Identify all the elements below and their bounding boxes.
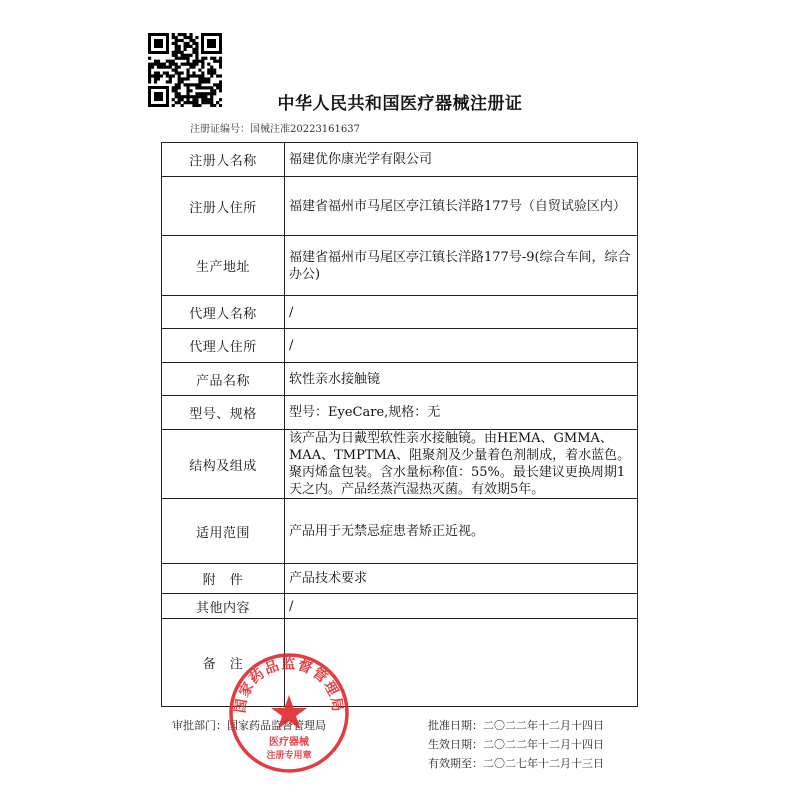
row-label: 型号、规格 — [162, 396, 285, 430]
row-value: 软性亲水接触镜 — [285, 363, 638, 396]
qr-module — [189, 39, 192, 42]
qr-module — [175, 54, 178, 57]
qr-module — [186, 71, 189, 74]
qr-module — [210, 69, 213, 72]
qr-module — [198, 74, 201, 77]
qr-module — [189, 74, 192, 77]
qr-module — [181, 39, 184, 42]
qr-module — [198, 80, 201, 83]
qr-module — [192, 48, 195, 51]
qr-module — [154, 80, 157, 83]
qr-module — [160, 66, 163, 69]
table-row — [162, 594, 638, 619]
qr-module — [178, 51, 181, 54]
qr-module — [178, 83, 181, 86]
qr-module — [184, 36, 187, 39]
table-row — [162, 499, 638, 564]
qr-module — [192, 39, 195, 42]
qr-module — [198, 77, 201, 80]
seal-inner-text-1: 医疗器械 — [269, 737, 309, 748]
qr-module — [172, 74, 175, 77]
qr-module — [175, 63, 178, 66]
qr-module — [219, 63, 222, 66]
qr-module — [175, 66, 178, 69]
seal-outer-text: 国家药品监督管理局 — [232, 656, 346, 715]
expiry-date: 有效期至：二〇二七年十二月十三日 — [428, 757, 604, 770]
row-value: 该产品为日戴型软性亲水接触镜。由HEMA、GMMA、MAA、TMPTMA、阻聚剂及少量着色剂制成，着水蓝色。聚丙烯盒包装。含水量标称值：55%。最长建议更换周期1天之内。产品经蒸汽湿热灭菌。有效期5年。 — [285, 430, 638, 499]
qr-module — [195, 60, 198, 63]
qr-module — [201, 80, 204, 83]
row-label: 附 件 — [162, 564, 285, 594]
qr-module — [198, 60, 201, 63]
table-row — [162, 363, 638, 396]
qr-module — [184, 63, 187, 66]
qr-module — [166, 66, 169, 69]
qr-module — [186, 69, 189, 72]
qr-module — [189, 63, 192, 66]
qr-module — [175, 42, 178, 45]
qr-module — [181, 63, 184, 66]
document-title: 中华人民共和国医疗器械注册证 — [277, 94, 523, 114]
qr-module — [184, 42, 187, 45]
qr-module — [178, 39, 181, 42]
qr-module — [157, 74, 160, 77]
seal-inner-text-2: 注册专用章 — [266, 751, 312, 761]
qr-module — [175, 57, 178, 60]
qr-module — [178, 77, 181, 80]
qr-module — [213, 71, 216, 74]
qr-module — [178, 33, 181, 36]
row-value: / — [285, 296, 638, 329]
qr-module — [201, 57, 204, 60]
qr-module — [166, 60, 169, 63]
qr-module — [204, 77, 207, 80]
qr-module — [169, 80, 172, 83]
qr-module — [160, 74, 163, 77]
qr-module — [178, 45, 181, 48]
qr-module — [204, 57, 207, 60]
effective-date: 生效日期：二〇二二年十二月十四日 — [428, 738, 604, 751]
qr-module — [192, 63, 195, 66]
qr-module — [195, 63, 198, 66]
qr-module — [148, 69, 151, 72]
qr-module — [148, 80, 151, 83]
row-label: 注册人住所 — [162, 177, 285, 236]
qr-module — [160, 63, 163, 66]
qr-module — [181, 71, 184, 74]
qr-module — [201, 71, 204, 74]
row-value: 福建优你康光学有限公司 — [285, 143, 638, 177]
qr-module — [157, 66, 160, 69]
table-row — [162, 143, 638, 177]
row-value: / — [285, 594, 638, 619]
qr-module — [195, 74, 198, 77]
qr-module — [181, 57, 184, 60]
qr-module — [186, 63, 189, 66]
table-row — [162, 430, 638, 499]
qr-module — [175, 69, 178, 72]
qr-module — [195, 57, 198, 60]
qr-module — [148, 66, 151, 69]
qr-module — [154, 60, 157, 63]
qr-module — [216, 60, 219, 63]
qr-module — [172, 42, 175, 45]
qr-module — [175, 51, 178, 54]
qr-module — [151, 63, 154, 66]
qr-module — [195, 36, 198, 39]
qr-module — [219, 80, 222, 83]
qr-module — [184, 45, 187, 48]
qr-module — [207, 77, 210, 80]
qr-module — [181, 54, 184, 57]
row-label: 产品名称 — [162, 363, 285, 396]
qr-module — [210, 71, 213, 74]
qr-module — [201, 60, 204, 63]
table-row — [162, 296, 638, 329]
qr-module — [219, 60, 222, 63]
row-value: / — [285, 329, 638, 363]
qr-module — [201, 77, 204, 80]
qr-module — [195, 51, 198, 54]
qr-module — [172, 51, 175, 54]
qr-module — [184, 83, 187, 86]
qr-module — [157, 63, 160, 66]
qr-module — [178, 71, 181, 74]
qr-module — [166, 74, 169, 77]
qr-module — [166, 80, 169, 83]
row-value: 福建省福州市马尾区亭江镇长洋路177号（自贸试验区内） — [285, 177, 638, 236]
qr-module — [154, 77, 157, 80]
qr-module — [186, 60, 189, 63]
qr-module — [169, 74, 172, 77]
qr-module — [207, 63, 210, 66]
approving-department: 审批部门：国家药品监督管理局 — [172, 719, 326, 732]
star-icon — [271, 695, 307, 729]
row-value: 型号：EyeCare,规格：无 — [285, 396, 638, 430]
qr-module — [184, 77, 187, 80]
qr-module — [192, 66, 195, 69]
qr-module — [157, 77, 160, 80]
qr-module — [148, 71, 151, 74]
qr-module — [189, 83, 192, 86]
qr-module — [148, 74, 151, 77]
qr-module — [192, 71, 195, 74]
qr-module — [189, 66, 192, 69]
qr-module — [186, 77, 189, 80]
table-row — [162, 396, 638, 430]
qr-module — [189, 36, 192, 39]
qr-module — [178, 80, 181, 83]
row-value: 产品用于无禁忌症患者矫正近视。 — [285, 499, 638, 564]
qr-module — [148, 63, 151, 66]
qr-module — [163, 63, 166, 66]
qr-module — [184, 57, 187, 60]
qr-module — [216, 83, 219, 86]
qr-module — [195, 83, 198, 86]
qr-module — [213, 69, 216, 72]
row-label: 结构及组成 — [162, 430, 285, 499]
qr-module — [213, 83, 216, 86]
qr-module — [181, 77, 184, 80]
qr-module — [186, 54, 189, 57]
qr-module — [175, 71, 178, 74]
qr-module — [172, 33, 175, 36]
qr-module — [204, 80, 207, 83]
qr-module — [169, 77, 172, 80]
qr-module — [192, 74, 195, 77]
row-label: 生产地址 — [162, 236, 285, 296]
qr-module — [172, 36, 175, 39]
qr-module — [201, 63, 204, 66]
qr-module — [198, 69, 201, 72]
qr-module — [207, 69, 210, 72]
qr-module — [163, 71, 166, 74]
qr-module — [172, 60, 175, 63]
row-value: 产品技术要求 — [285, 564, 638, 594]
qr-module — [195, 42, 198, 45]
qr-module — [148, 77, 151, 80]
qr-module — [175, 45, 178, 48]
qr-module — [178, 66, 181, 69]
row-label: 注册人名称 — [162, 143, 285, 177]
qr-module — [189, 33, 192, 36]
qr-module — [186, 42, 189, 45]
qr-module — [210, 57, 213, 60]
qr-module — [169, 60, 172, 63]
official-seal — [227, 651, 351, 775]
qr-module — [184, 48, 187, 51]
row-value: 福建省福州市马尾区亭江镇长洋路177号-9(综合车间，综合办公) — [285, 236, 638, 296]
qr-module — [186, 36, 189, 39]
qr-module — [192, 51, 195, 54]
qr-module — [157, 60, 160, 63]
qr-module — [175, 83, 178, 86]
qr-module — [154, 63, 157, 66]
qr-module — [154, 74, 157, 77]
qr-module — [186, 74, 189, 77]
table-row — [162, 329, 638, 363]
qr-module — [175, 39, 178, 42]
qr-module — [172, 63, 175, 66]
qr-module — [175, 36, 178, 39]
approval-date: 批准日期：二〇二二年十二月十四日 — [428, 719, 604, 732]
table-row — [162, 236, 638, 296]
table-row — [162, 564, 638, 594]
row-label: 适用范围 — [162, 499, 285, 564]
qr-module — [181, 80, 184, 83]
qr-module — [151, 66, 154, 69]
qr-module — [163, 66, 166, 69]
qr-module — [178, 48, 181, 51]
qr-module — [201, 74, 204, 77]
qr-module — [157, 71, 160, 74]
table-row — [162, 177, 638, 236]
row-label: 其他内容 — [162, 594, 285, 619]
qr-module — [181, 33, 184, 36]
qr-module — [154, 71, 157, 74]
qr-module — [219, 74, 222, 77]
qr-module — [210, 66, 213, 69]
qr-module — [216, 74, 219, 77]
qr-module — [195, 45, 198, 48]
qr-module — [172, 69, 175, 72]
qr-module — [169, 66, 172, 69]
qr-module — [192, 60, 195, 63]
qr-module — [213, 57, 216, 60]
qr-module — [201, 66, 204, 69]
qr-module — [178, 57, 181, 60]
qr-module — [210, 74, 213, 77]
qr-module — [181, 51, 184, 54]
qr-module — [189, 54, 192, 57]
row-label: 代理人名称 — [162, 296, 285, 329]
qr-module — [175, 48, 178, 51]
certificate-table — [161, 142, 638, 707]
qr-module — [186, 45, 189, 48]
qr-module — [148, 57, 151, 60]
qr-module — [184, 54, 187, 57]
qr-module — [192, 83, 195, 86]
qr-module — [219, 57, 222, 60]
qr-module — [184, 33, 187, 36]
registration-number: 注册证编号：国械注准20223161637 — [190, 124, 360, 135]
qr-module — [178, 74, 181, 77]
qr-module — [186, 83, 189, 86]
qr-module — [213, 60, 216, 63]
qr-module — [198, 83, 201, 86]
qr-module — [207, 80, 210, 83]
row-label: 代理人住所 — [162, 329, 285, 363]
qr-module — [166, 71, 169, 74]
qr-module — [195, 54, 198, 57]
qr-module — [192, 42, 195, 45]
qr-module — [219, 83, 222, 86]
qr-module — [186, 57, 189, 60]
qr-module — [169, 63, 172, 66]
qr-module — [207, 71, 210, 74]
qr-module — [195, 48, 198, 51]
qr-module — [219, 66, 222, 69]
qr-module — [189, 45, 192, 48]
qr-module — [172, 54, 175, 57]
qr-module — [151, 74, 154, 77]
row-label: 备 注 — [162, 619, 285, 707]
